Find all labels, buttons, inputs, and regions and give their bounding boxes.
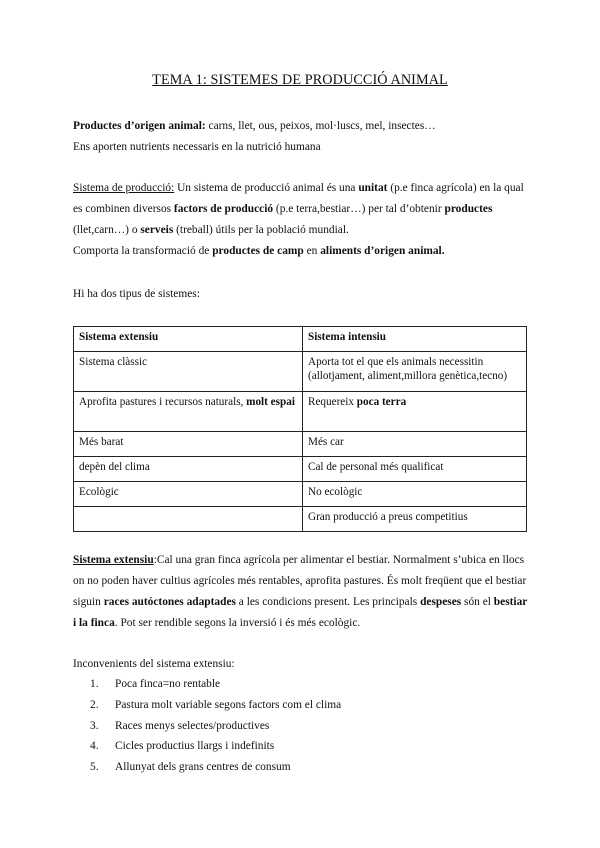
system-label: Sistema de producció: (73, 182, 175, 194)
table-cell: Cal de personal més qualificat (303, 457, 527, 482)
table-cell (303, 392, 527, 432)
table-cell: Sistema clàssic (74, 352, 303, 392)
table-cell (74, 507, 303, 532)
extensive-text-2: a les condicions present. Les principals (235, 596, 421, 608)
types-intro: Hi ha dos tipus de sistemes: (73, 288, 200, 300)
list-text: Races menys selectes/productives (115, 719, 270, 732)
list-text: Allunyat dels grans centres de consum (115, 761, 291, 774)
products-label: Productes d’origen animal: (73, 120, 206, 132)
extensive-text-4: . Pot ser rendible segons la inversió i és més ecològic. (114, 617, 361, 629)
table-cell (74, 392, 303, 432)
list-number: 4. (90, 740, 99, 753)
inconvenients-list (73, 674, 513, 778)
list-text: Poca finca=no rentable (115, 678, 221, 690)
list-item (73, 695, 513, 716)
cell-bold: molt espai (246, 396, 295, 408)
list-number: 1. (90, 678, 99, 690)
cell-bold: poca terra (356, 396, 407, 408)
table-row (74, 482, 527, 507)
table-header-extensive: Sistema extensiu (74, 327, 303, 352)
cell-text: Aprofita pastures i recursos naturals, (79, 396, 247, 408)
extensive-bold-2: despeses (420, 596, 462, 608)
table-row (74, 457, 527, 482)
list-item (73, 736, 513, 757)
extensive-text-3: són el (461, 596, 494, 608)
extensive-text-1: :Cal una gran finca agrícola per alimentar el bestiar. Normalment s’ubica en llocs on no poden haver cultius agrícoles més rentables, aprofita pastures. És molt freqüent que el bestiar siguin (73, 554, 527, 608)
list-item (73, 674, 513, 695)
list-text: Cicles productius llargs i indefinits (115, 740, 275, 753)
system-text-3: (p.e terra,bestiar…) per tal d’obtenir (273, 203, 445, 215)
page-title: TEMA 1: SISTEMES DE PRODUCCIÓ ANIMAL (152, 72, 448, 88)
list-number: 5. (90, 761, 99, 774)
table-cell: depèn del clima (74, 457, 303, 482)
system-line2-bold-2: aliments d’origen animal. (320, 245, 445, 257)
table-cell: No ecològic (303, 482, 527, 507)
table-cell: Ecològic (74, 482, 303, 507)
paragraph-system (73, 178, 535, 262)
list-item (73, 716, 513, 737)
system-text-4: (llet,carn…) o (73, 224, 141, 236)
system-text-5: (treball) útils per la població mundial. (173, 224, 349, 236)
system-bold-3: productes (444, 203, 493, 215)
inconvenients-title: Inconvenients del sistema extensiu: (73, 658, 235, 670)
list-text: Pastura molt variable segons factors com el clima (115, 698, 342, 711)
extensive-label: Sistema extensiu (73, 554, 154, 566)
system-line2-text-2: en (303, 245, 321, 257)
table-row (74, 432, 527, 457)
system-line2-bold-1: productes de camp (212, 245, 304, 257)
table-cell: Aporta tot el que els animals necessitin (allotjament, aliment,millora genètica,tecno) (303, 352, 527, 392)
list-number: 2. (90, 698, 99, 711)
table-header-intensive: Sistema intensiu (303, 327, 527, 352)
extensive-bold-3: bestiar i la finca (73, 596, 528, 629)
extensive-bold-1: races autóctones adaptades (103, 596, 236, 608)
table-cell: Més barat (74, 432, 303, 457)
table-header-row (74, 327, 527, 352)
table-cell: Gran producció a preus competitius (303, 507, 527, 532)
table-row (74, 352, 527, 392)
system-bold-2: factors de producció (173, 203, 274, 215)
cell-text: Requereix (308, 396, 357, 408)
table-row (74, 507, 527, 532)
system-bold-1: unitat (358, 182, 388, 194)
paragraph-extensive (73, 550, 528, 634)
table-cell: Més car (303, 432, 527, 457)
products-line2: Ens aporten nutrients necessaris en la nutrició humana (73, 141, 321, 153)
system-text-1: Un sistema de producció animal és una (174, 182, 359, 194)
list-number: 3. (90, 719, 99, 732)
paragraph-products (73, 116, 535, 158)
products-text: carns, llet, ous, peixos, mol·luscs, mel, insectes… (205, 120, 436, 132)
table-row (74, 392, 527, 432)
system-line2-text-1: Comporta la transformació de (73, 245, 213, 257)
list-item (73, 757, 513, 778)
comparison-table (73, 326, 527, 532)
system-text-2: (p.e finca agrícola) en la qual es combinen diversos (73, 182, 524, 215)
system-bold-4: serveis (140, 224, 174, 236)
